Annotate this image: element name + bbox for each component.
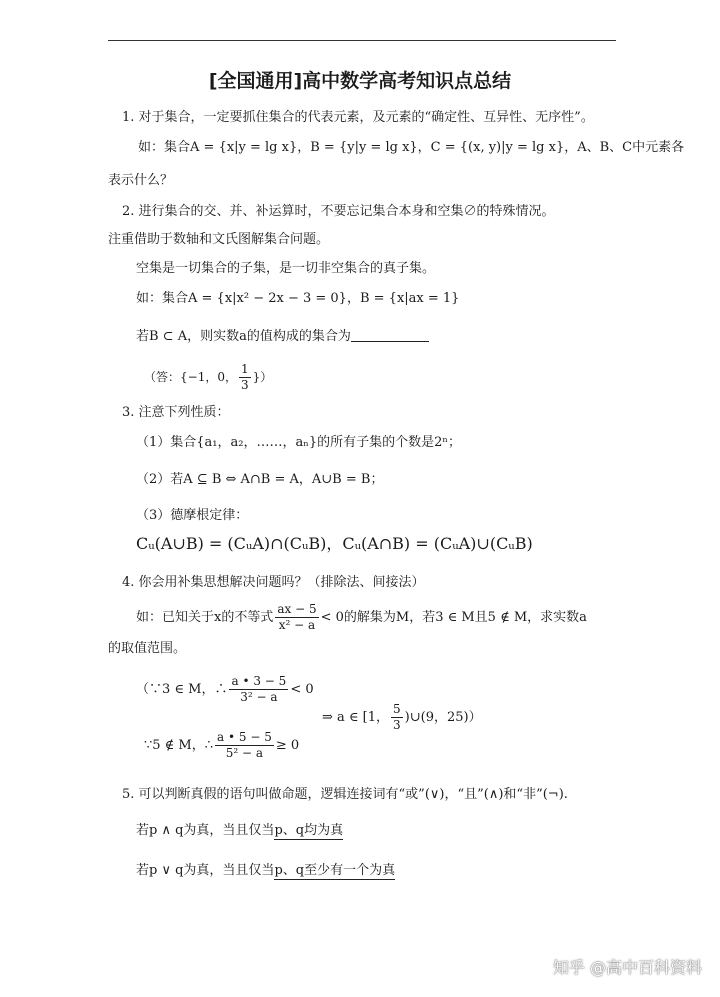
item2-statement: 2. 进行集合的交、并、补运算时，不要忘记集合本身和空集∅的特殊情况。 <box>122 204 555 219</box>
item5-statement: 5. 可以判断真假的语句叫做命题，逻辑连接词有“或”(∨)，“且”(∧)和“非”(¬). <box>122 787 568 802</box>
answer-num: 1 <box>240 362 249 376</box>
ineq-num: ax − 5 <box>277 602 317 616</box>
demorgan-law: Cᵤ(A∪B) = (CᵤA)∩(CᵤB)，Cᵤ(A∩B) = (CᵤA)∪(CᵤB) <box>136 534 533 553</box>
item2-question <box>136 327 429 346</box>
item2-example: 如：集合A = {x|x² − 2x − 3 = 0}，B = {x|ax = 1} <box>136 291 460 306</box>
sol1-prefix: （∵3 ∈ M，∴ <box>136 682 228 697</box>
item1-example: 如：集合A = {x|y = lg x}，B = {y|y = lg x}，C = {(x, y)|y = lg x}，A、B、C中元素各 <box>138 140 685 155</box>
ineq-den: x² − a <box>278 618 316 632</box>
item2-note: 注重借助于数轴和文氏图解集合问题。 <box>108 232 330 247</box>
sol1-fraction <box>229 674 288 705</box>
item1-example-cont: 表示什么？ <box>108 173 174 188</box>
solution-line2 <box>144 728 299 764</box>
sol1-den: 3² − a <box>240 690 278 704</box>
item2-question-text: 若B ⊂ A，则实数a的值构成的集合为 <box>136 329 351 344</box>
sol2-suffix: ≥ 0 <box>275 738 300 753</box>
and-condition: p、q均为真 <box>274 823 344 838</box>
header-rule <box>108 40 616 41</box>
answer-suffix: }） <box>252 370 273 384</box>
inequality-fraction <box>275 602 318 633</box>
sol1-num: a • 3 − 5 <box>231 674 287 688</box>
result-num: 5 <box>393 702 401 716</box>
watermark: 知乎 @高中百科资料 <box>552 958 702 977</box>
item5-or-rule <box>136 862 395 880</box>
answer-den: 3 <box>240 378 249 392</box>
item3-statement: 3. 注意下列性质： <box>122 405 230 420</box>
sol2-num: a • 5 − 5 <box>217 730 272 744</box>
answer-prefix: （答：{−1，0， <box>144 370 237 384</box>
or-condition: p、q至少有一个为真 <box>274 863 396 878</box>
item4-example <box>136 598 587 638</box>
item3-property1: （1）集合{a₁，a₂，……，aₙ}的所有子集的个数是2ⁿ； <box>136 435 462 450</box>
and-prefix: 若p ∧ q为真，当且仅当 <box>136 823 275 838</box>
sol1-suffix: < 0 <box>290 682 314 697</box>
result-fraction <box>391 702 403 733</box>
item4-ex-prefix: 如：已知关于x的不等式 <box>136 610 274 625</box>
solution-result <box>322 700 482 736</box>
item2-empty-set: 空集是一切集合的子集，是一切非空集合的真子集。 <box>136 261 436 276</box>
item4-example-cont: 的取值范围。 <box>108 641 187 656</box>
solution-line1 <box>136 672 314 708</box>
sol2-fraction <box>215 730 274 761</box>
item4-statement: 4. 你会用补集思想解决问题吗？（排除法、间接法） <box>122 575 425 590</box>
item5-and-rule <box>136 822 343 840</box>
answer-fraction <box>239 362 251 393</box>
sol2-den: 5² − a <box>225 746 264 760</box>
item2-answer <box>144 362 272 393</box>
page-title: [全国通用]高中数学高考知识点总结 <box>208 70 512 92</box>
answer-blank <box>351 327 429 342</box>
item3-property2: （2）若A ⊆ B ⇔ A∩B = A，A∪B = B； <box>136 472 384 487</box>
item1-statement: 1. 对于集合，一定要抓住集合的代表元素，及元素的“确定性、互异性、无序性”。 <box>122 110 594 125</box>
sol2-prefix: ∵5 ∉ M，∴ <box>144 738 214 753</box>
item4-ex-suffix: < 0的解集为M，若3 ∈ M且5 ∉ M，求实数a <box>320 610 587 625</box>
result-den: 3 <box>393 718 401 732</box>
or-prefix: 若p ∨ q为真，当且仅当 <box>136 863 275 878</box>
result-suffix: )∪(9，25)） <box>404 710 482 725</box>
result-prefix: ⇒ a ∈ [1， <box>322 710 390 725</box>
item3-property3: （3）德摩根定律： <box>136 508 249 523</box>
